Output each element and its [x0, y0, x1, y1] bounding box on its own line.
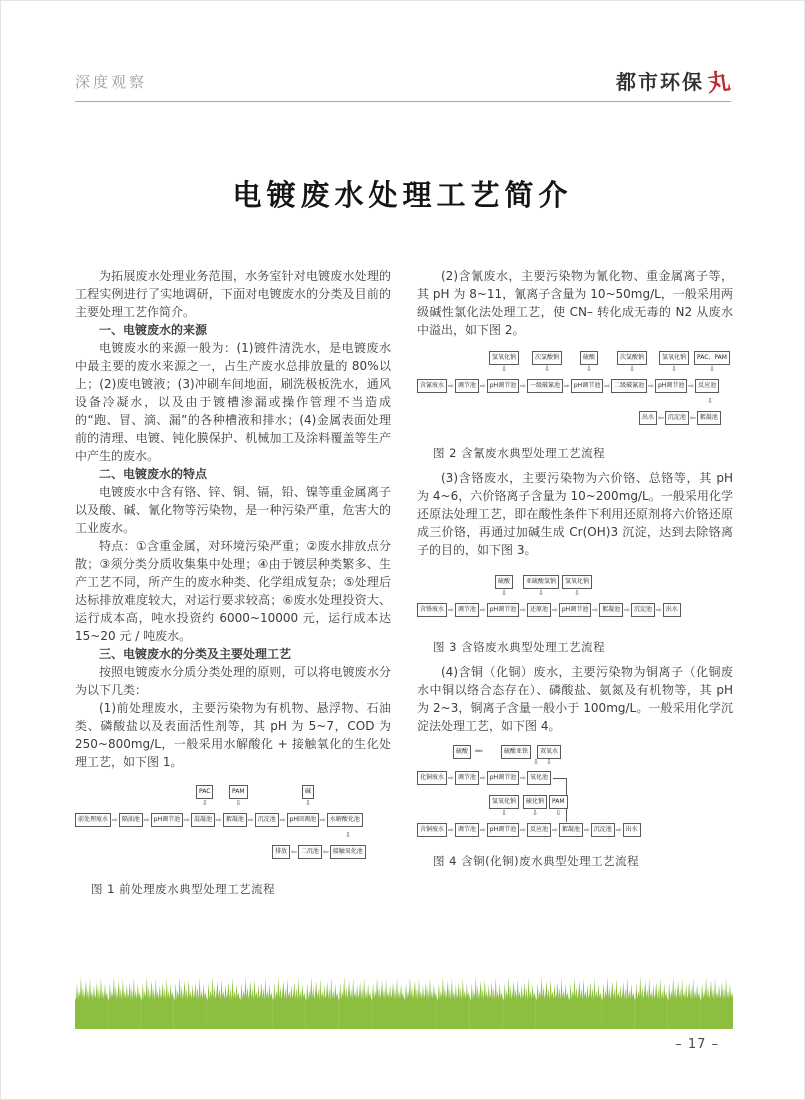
figure-3-caption: 图 3 含铬废水典型处理工艺流程 — [433, 640, 606, 654]
arrow-down-icon: ⇩ — [586, 365, 592, 373]
arrow-right-icon: ⇨ — [592, 606, 599, 614]
arrow-right-icon: ⇨ — [520, 774, 526, 782]
arrow-down-icon: ⇩ — [501, 365, 507, 373]
paragraph: 为拓展废水处理业务范围，水务室针对电镀废水处理的工程实例进行了实地调研，下面对电镀废水的分类及目前的主要处理工艺作简介。 — [75, 269, 391, 319]
flow-box: 沉淀池 — [631, 603, 655, 617]
arrow-right-icon: ⇨ — [448, 826, 454, 834]
flow-box: 水解酸化池 — [327, 813, 363, 827]
arrow-right-icon: ⇨ — [143, 816, 150, 824]
flow-box: 氢氧化钠 — [562, 575, 592, 589]
section-heading: 二、电镀废水的特点 — [99, 467, 208, 481]
arrow-right-icon: ⇨ — [279, 816, 286, 824]
paragraph: (2)含氰废水，主要污染物为氰化物、重金属离子等，其 pH 为 8~11，氰离子含量为 10~50mg/L，一般采用两级碱性氯化法处理工艺，使 CN– 转化成无毒的 N2 从废水中溢出，如下图 2。 — [417, 269, 733, 337]
paragraph: (1)前处理废水，主要污染物为有机物、悬浮物、石油类、磷酸盐以及表面活性剂等，其 pH 为 5~7，COD 为 250~800mg/L，一般采用水解酸化 + 接触氧化的生化处理工艺，如下图 1。 — [75, 701, 391, 769]
arrow-down-icon: ⇩ — [629, 365, 635, 373]
arrow-right-icon: ⇨ — [655, 606, 662, 614]
flow-box: 氢氧化钠 — [489, 351, 519, 365]
flow-box: 氧化池 — [527, 771, 551, 785]
paragraph: 按照电镀废水分质分类处理的原则，可以将电镀废水分为以下几类： — [75, 665, 391, 697]
flow-box: 含氰废水 — [417, 379, 447, 393]
arrow-right-icon: ⇨ — [479, 826, 486, 834]
arrow-left-icon: ⇦ — [291, 848, 297, 856]
flow-box: pH调节池 — [487, 379, 519, 393]
header-brand — [616, 64, 733, 98]
flow-box: 出水 — [639, 411, 657, 425]
arrow-down-icon: ⇩ — [546, 758, 552, 766]
section-heading: 一、电镀废水的来源 — [99, 323, 208, 337]
header-section-label: 深度观察 — [75, 73, 148, 91]
left-column — [75, 267, 391, 897]
arrow-down-icon: ⇩ — [707, 397, 713, 405]
flow-box: 反应池 — [695, 379, 719, 393]
figure-4-caption: 图 4 含铜(化铜)废水典型处理工艺流程 — [433, 854, 640, 868]
flow-box: 含铬废水 — [417, 603, 447, 617]
flow-box: 接触氧化池 — [330, 845, 366, 859]
arrow-right-icon: ⇨ — [479, 606, 486, 614]
arrow-right-icon: ⇨ — [604, 382, 611, 390]
flow-box: 絮凝池 — [599, 603, 623, 617]
flow-box: pH调节池 — [487, 823, 519, 837]
equals-connector: ══ — [475, 747, 482, 755]
flow-box: pH调节池 — [151, 813, 183, 827]
flow-box: pH调节池 — [571, 379, 603, 393]
arrow-down-icon: ⇩ — [574, 589, 580, 597]
arrow-right-icon: ⇨ — [624, 606, 630, 614]
flow-box: 硫化钠 — [523, 795, 547, 809]
flow-box: 硫酸亚铁 — [501, 745, 531, 759]
flow-box: 反应池 — [527, 823, 551, 837]
flow-box: 次氯酸钠 — [532, 351, 562, 365]
arrow-right-icon: ⇨ — [520, 382, 526, 390]
arrow-left-icon: ⇦ — [322, 848, 329, 856]
paragraph: (4)含铜（化铜）废水，主要污染物为铜离子（化铜废水中铜以络合态存在）、磷酸盐、氨氮及有机物等，其 pH 为 2~3，铜离子含量一般小于 100mg/L。一般采用化学沉淀法处理工艺，如下图 4。 — [417, 665, 733, 733]
arrow-left-icon: ⇦ — [658, 414, 664, 422]
flow-box: 双氧水 — [537, 745, 561, 759]
figure-3-flowchart — [417, 575, 733, 625]
brand-logo-icon: 丸 — [705, 67, 733, 98]
arrow-down-icon: ⇩ — [532, 809, 538, 817]
arrow-left-icon: ⇦ — [689, 414, 696, 422]
flow-box: 前处理废水 — [75, 813, 111, 827]
arrow-down-icon: ⇩ — [345, 831, 351, 839]
flow-box: 碱 — [302, 785, 314, 799]
arrow-down-icon: ⇩ — [533, 758, 539, 766]
arrow-down-icon: ⇩ — [305, 799, 311, 807]
flow-box: 硫酸 — [453, 745, 471, 759]
flow-box: 隔油池 — [119, 813, 143, 827]
arrow-right-icon: ⇨ — [479, 774, 486, 782]
flow-box: 沉淀池 — [665, 411, 689, 425]
flow-box: 次氯酸钠 — [617, 351, 647, 365]
arrow-right-icon: ⇨ — [615, 826, 622, 834]
flow-box: 氢氧化钠 — [489, 795, 519, 809]
arrow-down-icon: ⇩ — [671, 365, 677, 373]
flow-box: 排放 — [272, 845, 290, 859]
header-divider — [75, 101, 731, 102]
arrow-right-icon: ⇨ — [552, 606, 558, 614]
flow-box: 硫酸 — [580, 351, 598, 365]
arrow-right-icon: ⇨ — [448, 774, 454, 782]
flow-box: 絮凝池 — [697, 411, 721, 425]
figure-4-flowchart — [417, 745, 733, 841]
section-heading: 三、电镀废水的分类及主要处理工艺 — [99, 647, 292, 661]
flow-box: pH调节池 — [487, 771, 519, 785]
paragraph: 特点：①含重金属，对环境污染严重；②废水排放点分散；③须分类分质收集集中处理；④由于镀层种类繁多、生产工艺不同，所产生的废水种类、化学组成复杂；⑤处理后达标排放难度较大，对运行要求较高；⑥废水处理投资大、运行成本高，吨水投资约 6000~10000 元，运行成本达 15~20 元 / 吨废水。 — [75, 539, 391, 643]
flow-box: 含铜废水 — [417, 823, 447, 837]
arrow-down-icon: ⇩ — [544, 365, 550, 373]
arrow-down-icon: ⇩ — [501, 589, 507, 597]
flow-box: 调节池 — [455, 603, 479, 617]
arrow-right-icon: ⇨ — [688, 382, 695, 390]
arrow-down-icon: ⇩ — [235, 799, 242, 807]
arrow-right-icon: ⇨ — [448, 606, 454, 614]
flow-box: 出水 — [623, 823, 641, 837]
arrow-right-icon: ⇨ — [247, 816, 254, 824]
flow-box: PAM — [229, 785, 248, 799]
flow-box: pH回调池 — [287, 813, 319, 827]
arrow-right-icon: ⇨ — [552, 826, 558, 834]
flow-box: 絮凝池 — [223, 813, 247, 827]
flow-box: 调节池 — [455, 823, 479, 837]
flow-box: 沉淀池 — [255, 813, 279, 827]
arrow-right-icon: ⇨ — [520, 606, 526, 614]
paragraph: (3)含铬废水，主要污染物为六价铬、总铬等，其 pH 为 4~6，六价铬离子含量为 10~200mg/L。一般采用化学还原法处理工艺，即在酸性条件下利用还原剂将六价铬还原成三价铬，再通过加碱生成 Cr(OH)3 沉淀，达到去除铬离子的目的，如下图 3。 — [417, 471, 733, 557]
page-number: – 17 – — [675, 1037, 719, 1052]
grass-decoration — [75, 973, 733, 1029]
flow-box: 氢氧化钠 — [659, 351, 689, 365]
arrow-down-icon: ⇩ — [501, 809, 507, 817]
figure-1-flowchart — [75, 783, 391, 867]
flow-box: 混凝池 — [191, 813, 215, 827]
flow-box: 絮凝池 — [559, 823, 583, 837]
flow-box: 还原池 — [527, 603, 551, 617]
brand-name: 都市环保 — [616, 70, 704, 94]
arrow-right-icon: ⇨ — [112, 816, 118, 824]
flow-box: PAM — [549, 795, 568, 809]
arrow-right-icon: ⇨ — [448, 382, 454, 390]
right-column — [417, 267, 733, 897]
arrow-down-icon: ⇩ — [709, 365, 715, 373]
flow-box: pH调节池 — [559, 603, 591, 617]
flow-box: PAC、PAM — [694, 351, 730, 365]
flow-box: PAC — [196, 785, 213, 799]
flow-box: 出水 — [663, 603, 681, 617]
figure-1-caption: 图 1 前处理废水典型处理工艺流程 — [91, 882, 276, 896]
arrow-right-icon: ⇨ — [648, 382, 654, 390]
flow-box: 硫酸 — [495, 575, 513, 589]
arrow-right-icon: ⇨ — [479, 382, 486, 390]
arrow-right-icon: ⇨ — [216, 816, 222, 824]
arrow-right-icon: ⇨ — [184, 816, 190, 824]
arrow-down-icon: ⇩ — [538, 589, 544, 597]
flow-box: 二级破氰池 — [611, 379, 647, 393]
arrow-right-icon: ⇨ — [319, 816, 326, 824]
arrow-right-icon: ⇨ — [583, 826, 590, 834]
flow-box: pH调节池 — [655, 379, 687, 393]
figure-2-caption: 图 2 含氰废水典型处理工艺流程 — [433, 446, 606, 460]
flow-box: 调节池 — [455, 379, 479, 393]
flow-box: pH调节池 — [487, 603, 519, 617]
flow-box: 二沉池 — [298, 845, 322, 859]
article-body — [75, 267, 733, 897]
paragraph: 电镀废水的来源一般为：(1)镀件清洗水，是电镀废水中最主要的废水来源之一，占生产废水总排放量的 80%以上；(2)废电镀液；(3)冲刷车间地面，刷洗极板洗水，通风设备冷凝水，以及由于镀槽渗漏或操作管理不当造成的“跑、冒、滴、漏”的各种槽液和排水；(4)金属表面处理前的清理、电镀、钝化膜保护、机械加工及涂料覆盖等生产中产生的废水。 — [75, 341, 391, 463]
flow-box: 化铜废水 — [417, 771, 447, 785]
flow-box: 调节池 — [455, 771, 479, 785]
flow-box: 一级破氰池 — [527, 379, 563, 393]
arrow-right-icon: ⇨ — [564, 382, 570, 390]
article-title: 电镀废水处理工艺简介 — [232, 178, 573, 212]
figure-2-flowchart — [417, 349, 733, 433]
flow-box: 亚硫酸氢钠 — [523, 575, 559, 589]
arrow-down-icon: ⇩ — [201, 799, 208, 807]
arrow-down-icon: ⇩ — [555, 809, 562, 817]
flow-box: 沉淀池 — [591, 823, 615, 837]
arrow-right-icon: ⇨ — [520, 826, 526, 834]
paragraph: 电镀废水中含有铬、锌、铜、镉，铅、镍等重金属离子以及酸、碱、氰化物等污染物，是一种污染严重，危害大的工业废水。 — [75, 485, 391, 535]
